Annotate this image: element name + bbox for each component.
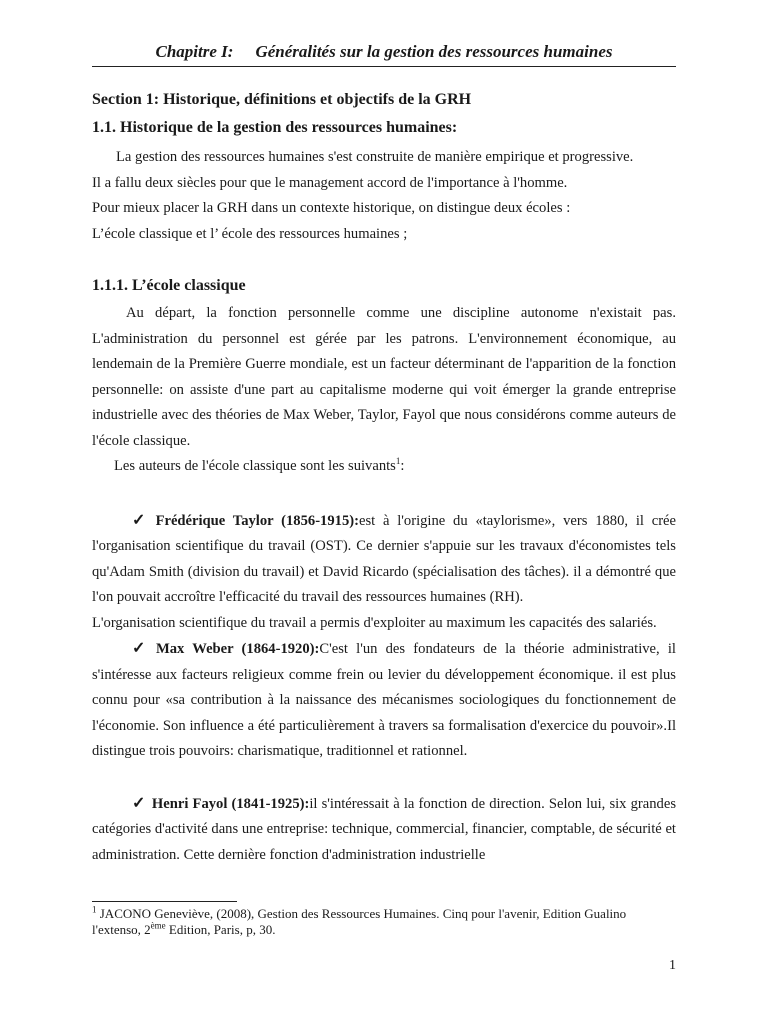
intro-line-4: L’école classique et l’ école des ressources humaines ; xyxy=(92,225,408,242)
footnote-number: 1 xyxy=(92,904,97,915)
author-name: Henri Fayol (1841-1925): xyxy=(151,795,310,812)
author-description: C'est l'un des fondateurs de la théorie administrative, il s'intéresse aux facteurs religieux comme frein ou levier du développement économique. il est plus connu pour «sa contribution à la naissance des mécanismes sociologiques du fonctionnement de l'économie. Son influence a été particulièrement à travers sa formalisation d'exercice du pouvoir».Il distingue trois pouvoirs: charismatique, traditionnel et rationnel. xyxy=(92,641,676,759)
footnote: $^1$ JACONO Geneviève, (2008), Gestion des Ressources Humaines. Cinq pour l'avenir, Edition Gualino l'extenso, 2ème Edition, Paris, p, 30. xyxy=(92,904,627,937)
intro-line-3: Pour mieux placer la GRH dans un contexte historique, on distingue deux écoles : xyxy=(92,200,571,216)
page-body xyxy=(92,87,676,868)
page-header xyxy=(92,40,676,67)
authors-intro: Les auteurs de l'école classique sont les suivants$^1$: xyxy=(114,456,405,474)
checkmark-icon: ✓ xyxy=(132,794,146,812)
chapter-label: Chapitre I: xyxy=(155,42,234,61)
chapter-title: Généralités sur la gestion des ressources humaines xyxy=(255,42,613,61)
author-name: Frédérique Taylor (1856-1915): xyxy=(155,512,359,529)
checkmark-icon: ✓ xyxy=(132,511,150,529)
author-taylor xyxy=(92,508,676,611)
author-description: est à l'origine du «taylorisme», vers 1880, il crée l'organisation scientifique du travail (OST). Ce dernier s'appuie sur les travaux d'économistes tels qu'Adam Smith (division du travail) et David Ricardo (spécialisation des tâches). il a démontré que l'on pouvait accroître l'efficacité du travail des ressources humaines (RH). xyxy=(92,512,677,605)
author-weber xyxy=(92,636,676,765)
subsection-1-1-1-heading: 1.1.1. L’école classique xyxy=(92,277,246,294)
footnote-separator xyxy=(92,901,237,902)
author-name: Max Weber (1864-1920): xyxy=(155,641,320,657)
checkmark-icon: ✓ xyxy=(132,640,150,657)
author-taylor-extra: L'organisation scientifique du travail a permis d'exploiter au maximum les capacités des salariés. xyxy=(92,614,657,631)
page-number: 1 xyxy=(669,958,676,973)
subsection-1-1-heading: 1.1. Historique de la gestion des ressources humaines: xyxy=(92,119,458,136)
intro-line-2: Il a fallu deux siècles pour que le management accord de l'importance à l'homme. xyxy=(92,174,568,191)
author-description: il s'intéressait à la fonction de direction. Selon lui, six grandes catégories d'activité dans une entreprise: technique, commercial, financier, comptable, de sécurité et administration. Cette dernière fonction d'administration industrielle xyxy=(92,795,676,863)
intro-line-1: La gestion des ressources humaines s'est construite de manière empirique et progressive. xyxy=(116,149,634,165)
classical-school-paragraph: Au départ, la fonction personnelle comme une discipline autonome n'existait pas. L'administration du personnel est gérée par les patrons. L'environnement économique, au lendemain de la Première Guerre mondiale, est un facteur déterminant de l'apparition de la fonction personnelle: on assiste d'une part au capitalisme moderne qui voit émerger la grande entreprise industrielle avec des théories de Max Weber, Taylor, Fayol que nous considérons comme auteurs de l'école classique. xyxy=(92,305,676,449)
author-fayol xyxy=(92,791,676,869)
section-1-heading: Section 1: Historique, définitions et objectifs de la GRH xyxy=(92,91,472,108)
footnote-ref: 1 xyxy=(395,456,401,467)
